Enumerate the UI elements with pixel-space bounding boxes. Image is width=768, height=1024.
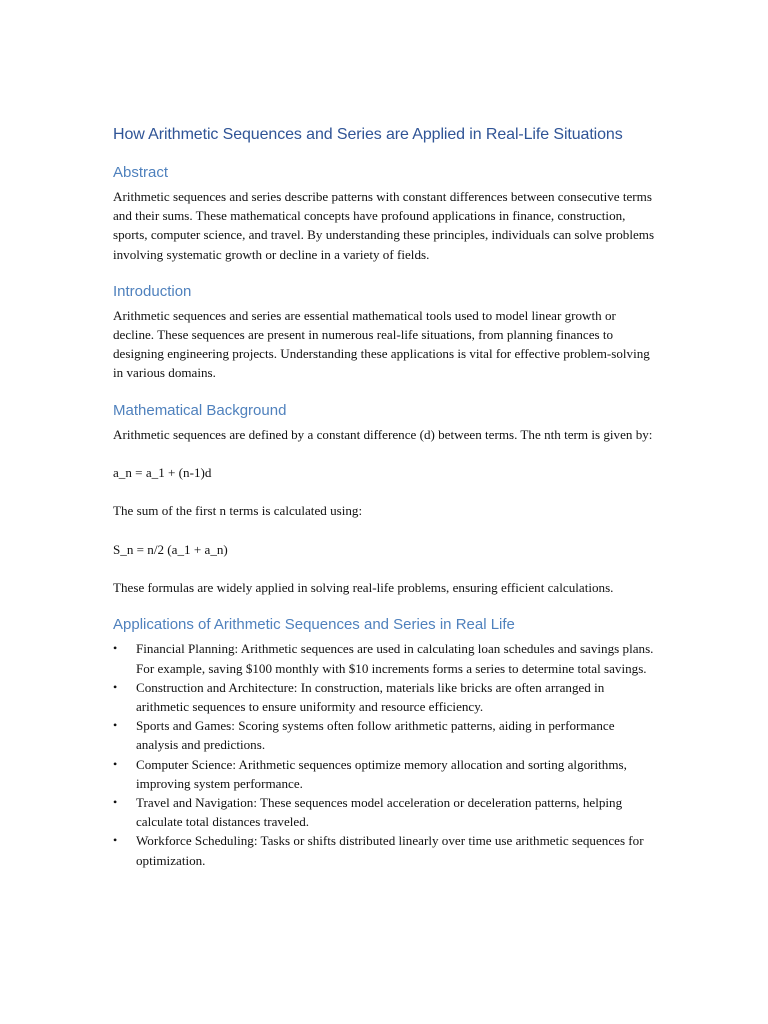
applications-list [113, 639, 658, 869]
abstract-text: Arithmetic sequences and series describe patterns with constant differences between consecutive terms and their sums. These mathematical concepts have profound applications in finance, construction, sports, computer science, and travel. By understanding these principles, individuals can solve problems involving systematic growth or decline in a variety of fields. [113, 189, 655, 262]
introduction-text: Arithmetic sequences and series are essential mathematical tools used to model linear growth or decline. These sequences are present in numerous real-life situations, from planning finances to designing engineering projects. Understanding these applications is vital for effective problem-solving in various domains. [113, 307, 650, 381]
document-title: How Arithmetic Sequences and Series are Applied in Real-Life Situations [113, 126, 623, 143]
applications-heading: Applications of Arithmetic Sequences and Series in Real Life [113, 616, 515, 634]
sum-intro: The sum of the first n terms is calculated using: [113, 503, 363, 519]
list-item-text: Travel and Navigation: These sequences model acceleration or deceleration patterns, helping calculate total distances traveled. [136, 795, 623, 830]
spacer [113, 444, 658, 463]
bullet-icon: • [113, 756, 118, 771]
spacer [113, 482, 658, 501]
list-item [113, 678, 658, 716]
bullet-icon: • [113, 795, 118, 810]
bullet-icon: • [113, 679, 118, 694]
applications-section [113, 615, 658, 869]
introduction-heading: Introduction [113, 282, 192, 300]
background-intro: Arithmetic sequences are defined by a constant difference (d) between terms. The nth term is given by: [113, 426, 653, 442]
introduction-section [113, 282, 658, 383]
list-item-text: Construction and Architecture: In construction, materials like bricks are often arranged in arithmetic sequences to ensure uniformity and resource efficiency. [136, 679, 605, 714]
list-item-text: Financial Planning: Arithmetic sequences are used in calculating loan schedules and savings plans. For example, saving $100 monthly with $10 increments forms a series to determine total savings. [136, 641, 654, 676]
list-item-text: Workforce Scheduling: Tasks or shifts distributed linearly over time use arithmetic sequences for optimization. [136, 833, 644, 868]
spacer [113, 559, 658, 578]
background-closing: These formulas are widely applied in solving real-life problems, ensuring efficient calculations. [113, 580, 614, 596]
list-item [113, 755, 658, 793]
bullet-icon: • [113, 641, 118, 656]
background-section [113, 401, 658, 598]
abstract-heading: Abstract [113, 164, 169, 181]
abstract-section [113, 163, 658, 264]
bullet-icon: • [113, 833, 118, 848]
sum-formula: S_n = n/2 (a_1 + a_n) [113, 541, 228, 557]
list-item [113, 831, 658, 869]
list-item [113, 793, 658, 831]
spacer [113, 521, 658, 540]
list-item-text: Sports and Games: Scoring systems often follow arithmetic patterns, aiding in performance analysis and predictions. [136, 718, 615, 753]
nth-term-formula: a_n = a_1 + (n-1)d [113, 465, 212, 481]
bullet-icon: • [113, 718, 118, 733]
list-item-text: Computer Science: Arithmetic sequences optimize memory allocation and sorting algorithms, improving system performance. [136, 756, 627, 791]
list-item [113, 716, 658, 754]
list-item [113, 639, 658, 677]
document-page [113, 124, 658, 870]
background-heading: Mathematical Background [113, 401, 287, 419]
